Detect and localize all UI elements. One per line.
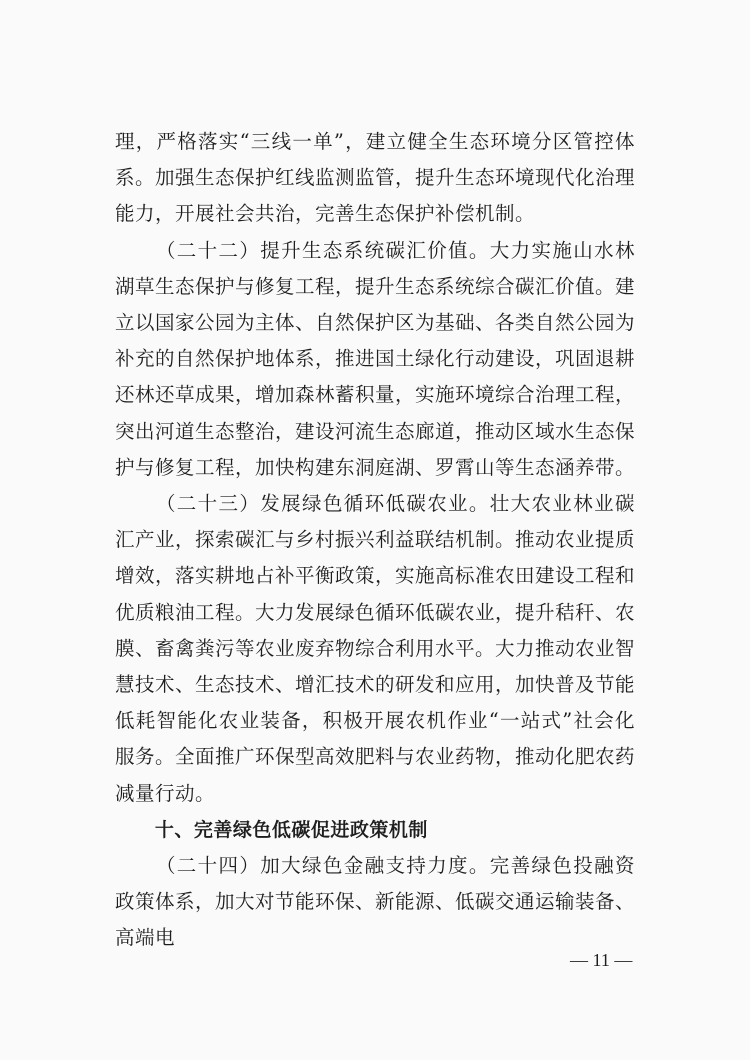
paragraph-item-23: （二十三）发展绿色循环低碳农业。壮大农业林业碳汇产业，探索碳汇与乡村振兴利益联结机制。推动农业提质增效，落实耕地占补平衡政策，实施高标准农田建设工程和优质粮油工程。大力发展绿色循环低碳农业，提升秸秆、农膜、畜禽粪污等农业废弃物综合利用水平。大力推动农业智慧技术、生态技术、增汇技术的研发和应用，加快普及节能低耗智能化农业装备，积极开展农机作业“一站式”社会化服务。全面推广环保型高效肥料与农业药物，推动化肥农药减量行动。 <box>115 492 636 805</box>
paragraph-item-22: （二十二）提升生态系统碳汇价值。大力实施山水林湖草生态保护与修复工程，提升生态系统综合碳汇价值。建立以国家公园为主体、自然保护区为基础、各类自然公园为补充的自然保护地体系，推进国土绿化行动建设，巩固退耕还林还草成果，增加森林蓄积量，实施环境综合治理工程，突出河道生态整治，建设河流生态廊道，推动区域水生态保护与修复工程，加快构建东洞庭湖、罗霄山等生态涵养带。 <box>115 238 636 479</box>
paragraph-item-24: （二十四）加大绿色金融支持力度。完善绿色投融资政策体系，加大对节能环保、新能源、低碳交通运输装备、高端电 <box>115 854 636 950</box>
paragraph-continuation: 理，严格落实“三线一单”，建立健全生态环境分区管控体系。加强生态保护红线监测监管，提升生态环境现代化治理能力，开展社会共治，完善生态保护补偿机制。 <box>115 130 636 226</box>
section-heading: 十、完善绿色低碳促进政策机制 <box>154 818 428 841</box>
document-body <box>115 124 635 957</box>
page-number: — 11 — <box>570 950 633 970</box>
